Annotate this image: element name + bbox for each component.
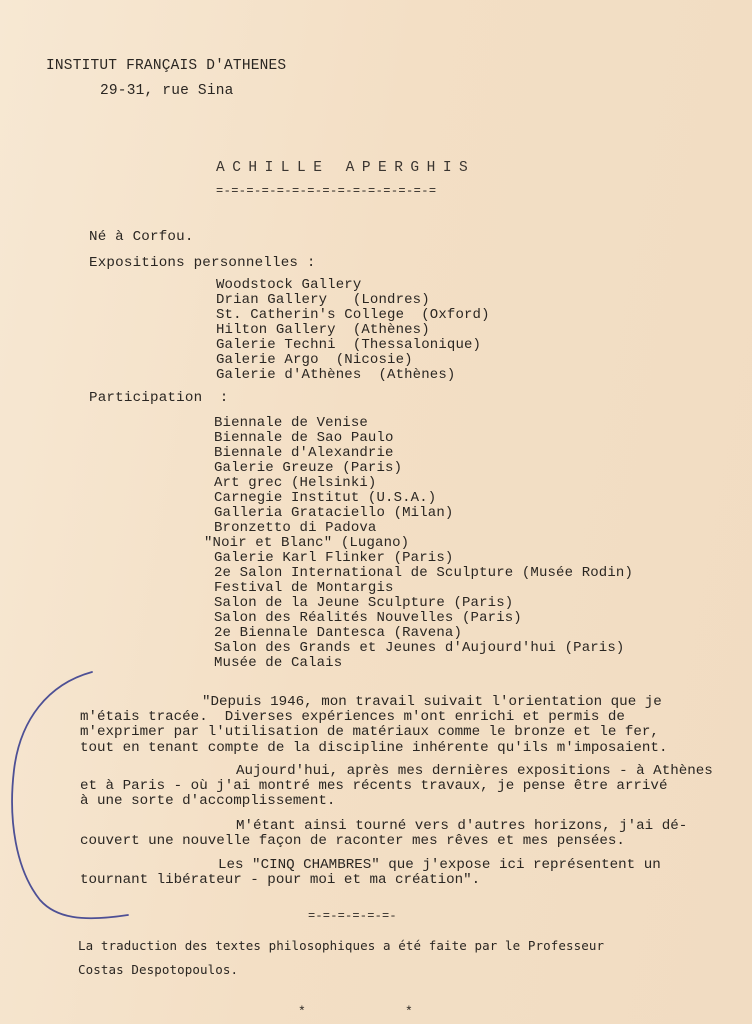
list-item: Biennale de Sao Paulo (214, 430, 394, 446)
statement-line: et à Paris - où j'ai montré mes récents travaux, je pense être arrivé (80, 778, 668, 794)
list-item: Art grec (Helsinki) (214, 475, 377, 491)
institute-name: INSTITUT FRANÇAIS D'ATHENES (46, 58, 287, 74)
participation-heading: Participation : (89, 390, 229, 406)
list-item: Galerie Argo (Nicosie) (216, 352, 413, 368)
list-item: Galerie d'Athènes (Athènes) (216, 367, 456, 383)
list-item: Salon de la Jeune Sculpture (Paris) (214, 595, 514, 611)
closing-rule: =-=-=-=-=-=- (308, 909, 397, 923)
list-item: Galerie Greuze (Paris) (214, 460, 403, 476)
list-item: 2e Biennale Dantesca (Ravena) (214, 625, 462, 641)
document-title: ACHILLE APERGHIS (216, 160, 476, 176)
list-item: "Noir et Blanc" (Lugano) (204, 535, 410, 551)
list-item: Bronzetto di Padova (214, 520, 377, 536)
list-item: Galleria Grataciello (Milan) (214, 505, 454, 521)
statement-line: "Depuis 1946, mon travail suivait l'orientation que je (202, 694, 662, 710)
list-item: St. Catherin's College (Oxford) (216, 307, 490, 323)
footer-asterisk: * (298, 1004, 306, 1019)
list-item: Hilton Gallery (Athènes) (216, 322, 430, 338)
list-item: Woodstock Gallery (216, 277, 362, 293)
list-item: 2e Salon International de Sculpture (Musée Rodin) (214, 565, 634, 581)
statement-line: m'exprimer par l'utilisation de matériaux comme le bronze et le fer, (80, 724, 659, 740)
list-item: Festival de Montargis (214, 580, 394, 596)
list-item: Salon des Grands et Jeunes d'Aujourd'hui (Paris) (214, 640, 625, 656)
statement-line: tout en tenant compte de la discipline inhérente qu'ils m'imposaient. (80, 740, 668, 756)
translation-note-line: Costas Despotopoulos. (78, 962, 239, 977)
statement-line: Les "CINQ CHAMBRES" que j'expose ici représentent un (218, 857, 661, 873)
list-item: Galerie Techni (Thessalonique) (216, 337, 482, 353)
list-item: Drian Gallery (Londres) (216, 292, 430, 308)
list-item: Musée de Calais (214, 655, 343, 671)
participation-list (204, 415, 634, 671)
list-item: Biennale de Venise (214, 415, 368, 431)
personal-exhibitions-heading: Expositions personnelles : (89, 255, 316, 271)
statement-line: m'étais tracée. Diverses expériences m'ont enrichi et permis de (80, 709, 625, 725)
statement-line: tournant libérateur - pour moi et ma création". (80, 872, 481, 888)
list-item: Biennale d'Alexandrie (214, 445, 394, 461)
statement-line: couvert une nouvelle façon de raconter mes rêves et mes pensées. (80, 833, 625, 849)
list-item: Galerie Karl Flinker (Paris) (214, 550, 454, 566)
list-item: Carnegie Institut (U.S.A.) (214, 490, 437, 506)
personal-exhibitions-list (216, 278, 490, 383)
list-item: Salon des Réalités Nouvelles (Paris) (214, 610, 522, 626)
translation-note-line: La traduction des textes philosophiques a été faite par le Professeur (78, 938, 605, 953)
institute-address: 29-31, rue Sina (100, 83, 234, 99)
statement-line: M'étant ainsi tourné vers d'autres horizons, j'ai dé- (236, 818, 688, 834)
birthplace-line: Né à Corfou. (89, 229, 194, 245)
statement-line: Aujourd'hui, après mes dernières expositions - à Athènes (236, 763, 713, 779)
title-underline-rule: =-=-=-=-=-=-=-=-=-=-=-=-=-=-= (216, 184, 437, 198)
footer-asterisk: * (405, 1004, 413, 1019)
statement-line: à une sorte d'accomplissement. (80, 793, 336, 809)
